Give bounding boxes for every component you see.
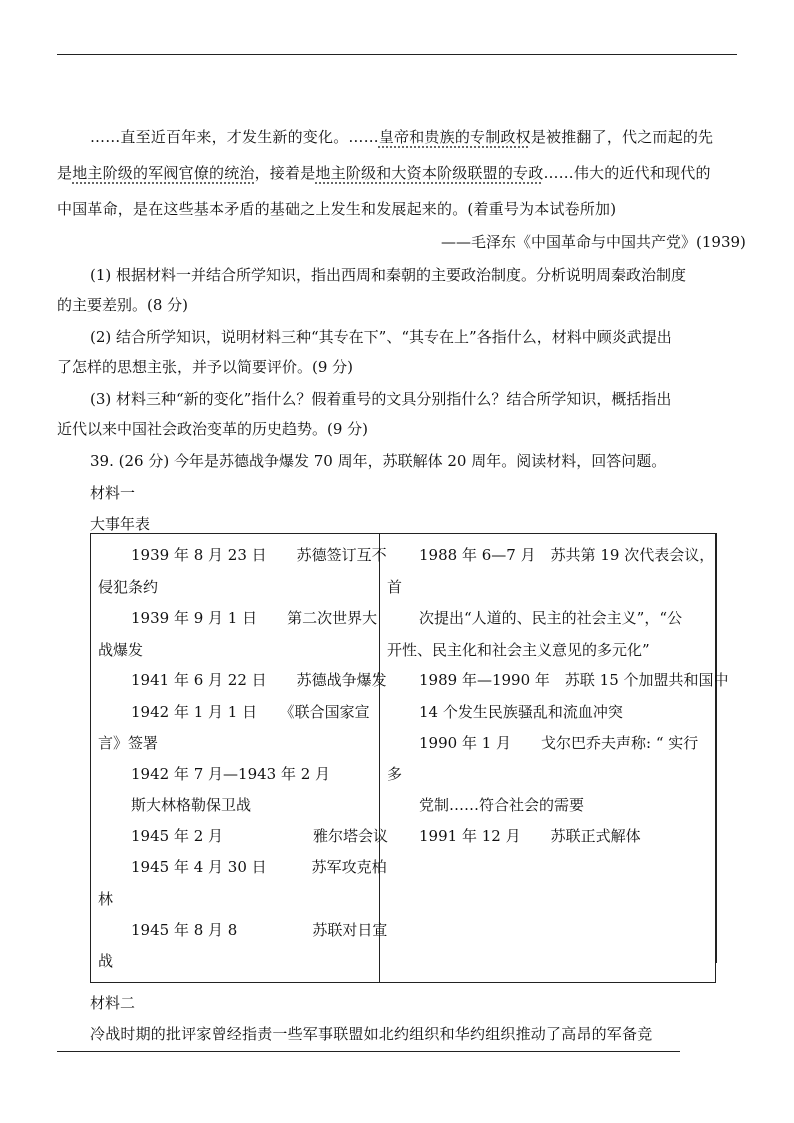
footer-rule: [57, 1051, 680, 1052]
question-1: (1) 根据材料一并结合所学知识，指出西周和秦朝的主要政治制度。分析说明周秦政治制度: [90, 266, 687, 284]
question-39-intro: 39. (26 分) 今年是苏德战争爆发 70 周年，苏联解体 20 周年。阅读材料，回答问题。: [90, 452, 667, 470]
table-cell: 林: [98, 890, 114, 908]
timeline-table: [90, 533, 716, 983]
question-3-cont: 近代以来中国社会政治变革的历史趋势。(9 分): [57, 420, 369, 438]
quote-source: ——毛泽东《中国革命与中国共产党》(1939): [441, 233, 746, 251]
table-cell: 14 个发生民族骚乱和流血冲突: [419, 703, 623, 721]
material-1-label: 材料一: [90, 484, 136, 502]
table-cell: 1942 年 7 月—1943 年 2 月: [131, 765, 331, 783]
table-divider: [379, 533, 380, 983]
table-cell: 1945 年 2 月 雅尔塔会议: [131, 827, 389, 845]
table-cell: 侵犯条约: [98, 578, 159, 596]
quote-text: ，接着是: [254, 164, 316, 182]
question-2: (2) 结合所学知识，说明材料三种“其专在下”、“其专在上”各指什么，材料中顾炎武提出: [90, 328, 672, 346]
table-cell: 1945 年 4 月 30 日 苏军攻克柏: [131, 858, 387, 876]
table-cell: 1939 年 9 月 1 日 第二次世界大: [131, 609, 378, 627]
question-3: (3) 材料三种“新的变化”指什么？假着重号的文具分别指什么？结合所学知识，概括指出: [90, 390, 672, 408]
quote-text: 是被推翻了，代之而起的先: [530, 128, 714, 146]
question-2-cont: 了怎样的思想主张，并予以简要评价。(9 分): [57, 358, 354, 376]
timeline-title: 大事年表: [90, 515, 151, 533]
material-2-label: 材料二: [90, 994, 136, 1012]
table-cell: 1945 年 8 月 8 苏联对日宣: [131, 921, 388, 939]
emphasized-text: 地主阶级和大资本阶级联盟的专政: [315, 164, 544, 182]
header-rule: [57, 54, 737, 55]
table-cell: 1990 年 1 月 戈尔巴乔夫声称: “ 实行: [419, 734, 699, 752]
table-cell: 1991 年 12 月 苏联正式解体: [419, 827, 641, 845]
table-cell: 首: [387, 578, 403, 596]
emphasized-text: 皇帝和贵族的专制政权: [378, 128, 531, 146]
question-1-cont: 的主要差别。(8 分): [57, 296, 189, 314]
table-cell: 开性、民主化和社会主义意见的多元化”: [387, 641, 650, 659]
table-cell: 言》签署: [98, 734, 159, 752]
table-cell: 1942 年 1 月 1 日 《联合国家宣: [131, 703, 370, 721]
material-2-text: 冷战时期的批评家曾经指责一些军事联盟如北约组织和华约组织推动了高昂的军备竞: [90, 1025, 653, 1043]
quote-line-3: 中国革命，是在这些基本矛盾的基础之上发生和发展起来的。(着重号为本试卷所加): [57, 200, 617, 218]
table-cell: 战: [98, 952, 114, 970]
table-cell: 1941 年 6 月 22 日 苏德战争爆发: [131, 671, 387, 689]
table-right-edge: [716, 533, 717, 963]
quote-text: ……伟大的近代和现代的: [543, 164, 711, 182]
table-cell: 1988 年 6—7 月 苏共第 19 次代表会议，: [419, 546, 715, 564]
table-cell: 战爆发: [98, 641, 144, 659]
table-cell: 1939 年 8 月 23 日 苏德签订互不: [131, 546, 387, 564]
table-cell: 次提出“人道的、民主的社会主义”，“公: [419, 609, 683, 627]
table-cell: 斯大林格勒保卫战: [131, 796, 252, 814]
table-cell: 党制……符合社会的需要: [419, 796, 585, 814]
quote-line-1: [90, 127, 713, 147]
quote-line-2: [57, 163, 711, 183]
quote-text: 是: [57, 164, 73, 182]
table-cell: 1989 年—1990 年 苏联 15 个加盟共和国中: [419, 671, 729, 689]
emphasized-text: 地主阶级的军阀官僚的统治: [72, 164, 255, 182]
quote-text: ……直至近百年来，才发生新的变化。……: [90, 128, 379, 146]
table-cell: 多: [387, 765, 403, 783]
